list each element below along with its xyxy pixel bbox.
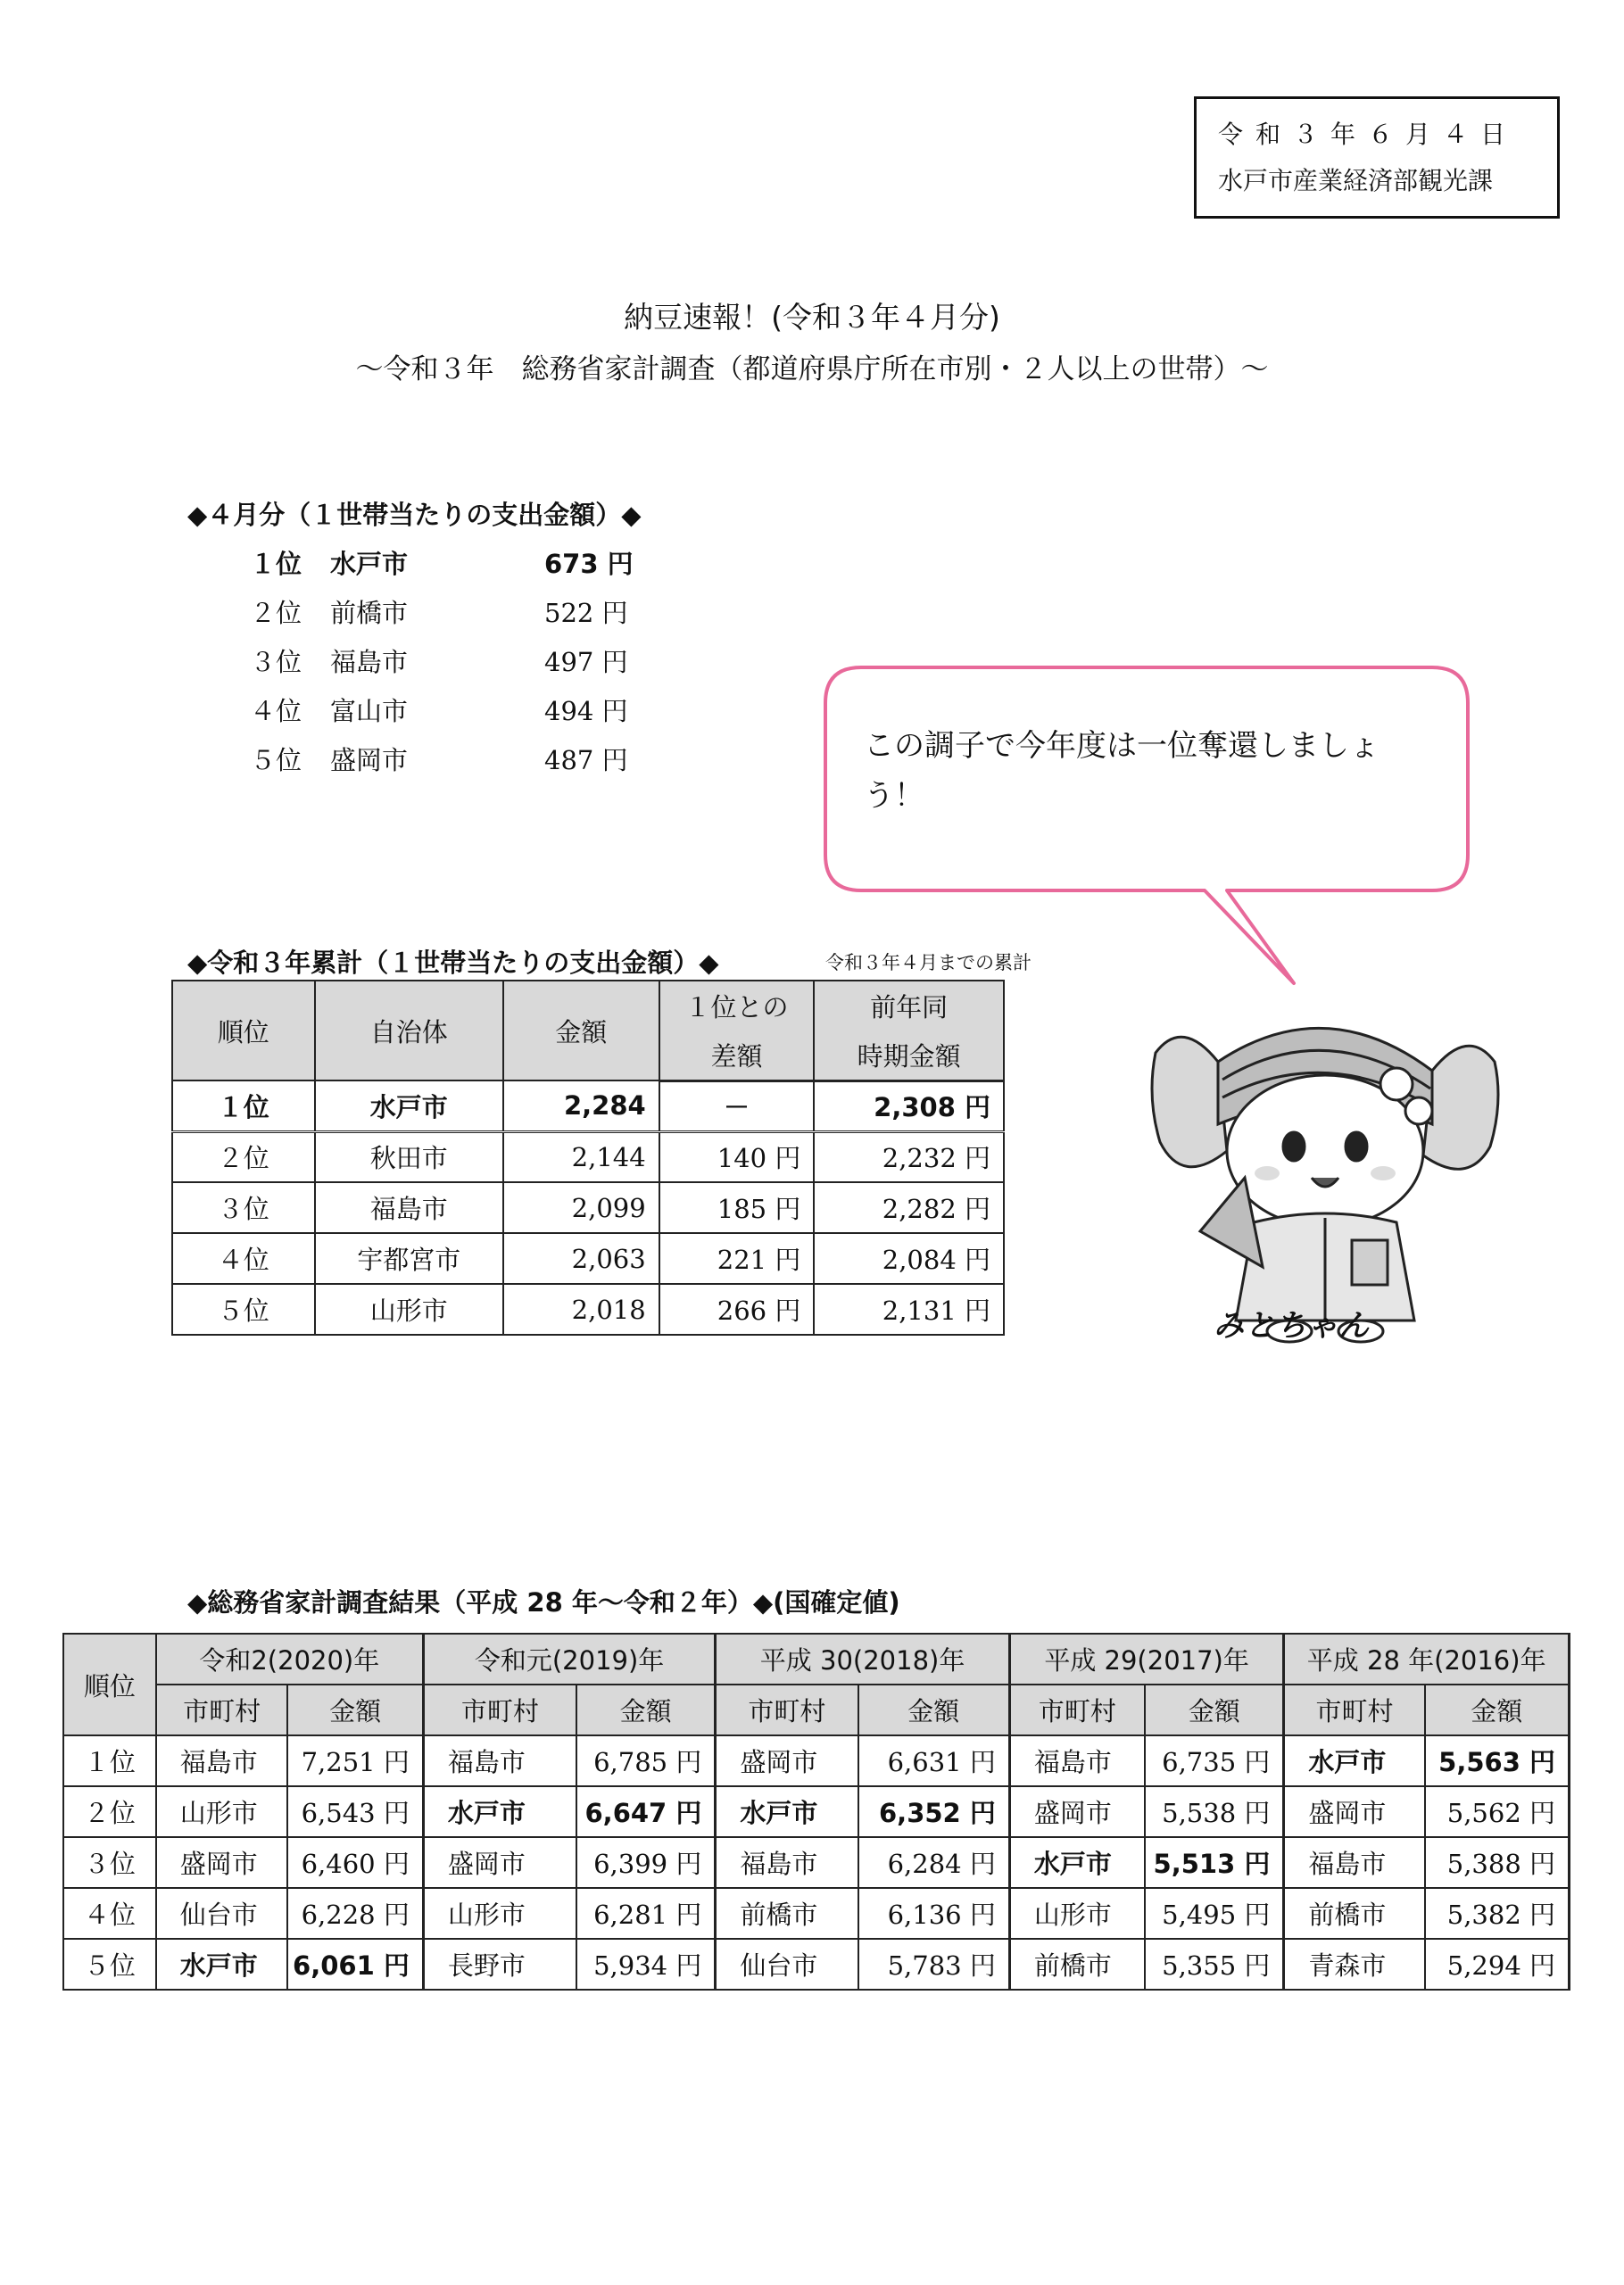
amount-cell: 6,352 円 bbox=[858, 1786, 1010, 1837]
amount-cell: 5,495 円 bbox=[1145, 1888, 1284, 1939]
table-row bbox=[63, 1786, 1570, 1837]
city-name: 盛岡市 bbox=[330, 745, 409, 775]
table-row bbox=[172, 1182, 1004, 1233]
city-col-header: 市町村 bbox=[1284, 1685, 1425, 1735]
cell-amount: 2,099 bbox=[503, 1182, 659, 1233]
amount-col-header: 金額 bbox=[858, 1685, 1010, 1735]
amount-cell: 5,538 円 bbox=[1145, 1786, 1284, 1837]
cell-rank: ５位 bbox=[172, 1284, 315, 1335]
year-header: 平成 28 年(2016)年 bbox=[1284, 1634, 1570, 1685]
rank-label: ５位 bbox=[250, 745, 302, 775]
history-table bbox=[62, 1633, 1570, 1991]
speech-bubble bbox=[808, 651, 1486, 990]
cell-prev: 2,282 円 bbox=[814, 1182, 1004, 1233]
cell-diff: 185 円 bbox=[659, 1182, 815, 1233]
amount-cell: 6,281 円 bbox=[576, 1888, 716, 1939]
rank-label: １位 bbox=[250, 549, 302, 579]
cell-city: 福島市 bbox=[315, 1182, 503, 1233]
cell-rank: ３位 bbox=[172, 1182, 315, 1233]
amount: 494 円 bbox=[544, 696, 628, 726]
amount-cell: 5,783 円 bbox=[858, 1939, 1010, 1990]
city-cell: 福島市 bbox=[1284, 1837, 1425, 1888]
city-cell: 水戸市 bbox=[1009, 1837, 1145, 1888]
amount-cell: 5,562 円 bbox=[1425, 1786, 1570, 1837]
cell-diff: 140 円 bbox=[659, 1131, 815, 1182]
amount-cell: 5,294 円 bbox=[1425, 1939, 1570, 1990]
table-row bbox=[172, 1080, 1004, 1131]
amount-cell: 5,934 円 bbox=[576, 1939, 716, 1990]
table-row bbox=[63, 1735, 1570, 1786]
table-row bbox=[172, 1284, 1004, 1335]
date-department-box bbox=[1194, 96, 1560, 219]
col-header-diff-line1: １位との bbox=[659, 981, 815, 1031]
col-header-amount: 金額 bbox=[503, 981, 659, 1080]
rank-label: ２位 bbox=[250, 598, 302, 628]
city-cell: 福島市 bbox=[156, 1735, 288, 1786]
cell-diff: 266 円 bbox=[659, 1284, 815, 1335]
city-cell: 福島市 bbox=[423, 1735, 576, 1786]
amount-cell: 6,061 円 bbox=[287, 1939, 423, 1990]
history-rank-header: 順位 bbox=[63, 1634, 156, 1735]
page-title: 納豆速報！(令和３年４月分) bbox=[624, 300, 1000, 335]
rank-cell: ４位 bbox=[63, 1888, 156, 1939]
amount: 673 円 bbox=[544, 549, 634, 579]
amount-cell: 5,355 円 bbox=[1145, 1939, 1284, 1990]
col-header-rank: 順位 bbox=[172, 981, 315, 1080]
amount-cell: 6,631 円 bbox=[858, 1735, 1010, 1786]
cell-amount: 2,144 bbox=[503, 1131, 659, 1182]
cumulative-table bbox=[171, 980, 1005, 1336]
cell-diff: － bbox=[659, 1080, 815, 1131]
amount-cell: 6,785 円 bbox=[576, 1735, 716, 1786]
page-subtitle: ～令和３年 総務省家計調査（都道府県庁所在市別・２人以上の世帯）～ bbox=[355, 353, 1269, 385]
city-cell: 山形市 bbox=[1009, 1888, 1145, 1939]
cell-prev: 2,131 円 bbox=[814, 1284, 1004, 1335]
cumulative-heading: ◆令和３年累計（１世帯当たりの支出金額）◆ bbox=[187, 948, 719, 978]
city-cell: 山形市 bbox=[423, 1888, 576, 1939]
rank-cell: ２位 bbox=[63, 1786, 156, 1837]
city-cell: 盛岡市 bbox=[156, 1837, 288, 1888]
city-cell: 長野市 bbox=[423, 1939, 576, 1990]
cell-rank: ２位 bbox=[172, 1131, 315, 1182]
city-col-header: 市町村 bbox=[156, 1685, 288, 1735]
rank-cell: ３位 bbox=[63, 1837, 156, 1888]
amount-col-header: 金額 bbox=[287, 1685, 423, 1735]
amount: 487 円 bbox=[544, 745, 628, 775]
amount-col-header: 金額 bbox=[1145, 1685, 1284, 1735]
amount-cell: 6,284 円 bbox=[858, 1837, 1010, 1888]
table-row bbox=[63, 1939, 1570, 1990]
amount-cell: 7,251 円 bbox=[287, 1735, 423, 1786]
speech-bubble-text: この調子で今年度は一位奪還しましょう！ bbox=[864, 728, 1380, 814]
city-name: 富山市 bbox=[330, 696, 409, 726]
city-cell: 前橋市 bbox=[1284, 1888, 1425, 1939]
col-header-city: 自治体 bbox=[315, 981, 503, 1080]
city-col-header: 市町村 bbox=[423, 1685, 576, 1735]
rank-cell: ５位 bbox=[63, 1939, 156, 1990]
amount-cell: 6,399 円 bbox=[576, 1837, 716, 1888]
amount-col-header: 金額 bbox=[1425, 1685, 1570, 1735]
document-date: 令和３年６月４日 bbox=[1218, 120, 1519, 149]
cell-city: 水戸市 bbox=[315, 1080, 503, 1131]
year-header: 令和2(2020)年 bbox=[156, 1634, 424, 1685]
col-header-prev-line2: 時期金額 bbox=[814, 1031, 1004, 1080]
year-header: 令和元(2019)年 bbox=[423, 1634, 715, 1685]
city-cell: 盛岡市 bbox=[716, 1735, 858, 1786]
mascot-name: みとちゃん bbox=[1214, 1308, 1370, 1344]
table-row bbox=[172, 1233, 1004, 1284]
rank-cell: １位 bbox=[63, 1735, 156, 1786]
city-name: 前橋市 bbox=[330, 598, 409, 628]
cell-amount: 2,284 bbox=[503, 1080, 659, 1131]
amount: 497 円 bbox=[544, 647, 628, 677]
amount-cell: 6,735 円 bbox=[1145, 1735, 1284, 1786]
table-row bbox=[63, 1837, 1570, 1888]
cumulative-note: 令和３年４月までの累計 bbox=[825, 952, 1032, 973]
department-name: 水戸市産業経済部観光課 bbox=[1218, 166, 1494, 195]
city-cell: 盛岡市 bbox=[423, 1837, 576, 1888]
cell-city: 山形市 bbox=[315, 1284, 503, 1335]
city-cell: 水戸市 bbox=[156, 1939, 288, 1990]
city-cell: 福島市 bbox=[1009, 1735, 1145, 1786]
history-heading: ◆総務省家計調査結果（平成 28 年～令和２年）◆(国確定値) bbox=[187, 1587, 900, 1618]
city-col-header: 市町村 bbox=[716, 1685, 858, 1735]
cell-amount: 2,018 bbox=[503, 1284, 659, 1335]
amount-cell: 5,513 円 bbox=[1145, 1837, 1284, 1888]
amount: 522 円 bbox=[544, 598, 628, 628]
amount-cell: 6,647 円 bbox=[576, 1786, 716, 1837]
city-cell: 青森市 bbox=[1284, 1939, 1425, 1990]
city-name: 福島市 bbox=[330, 647, 409, 677]
rank-label: ３位 bbox=[250, 647, 302, 677]
city-cell: 仙台市 bbox=[156, 1888, 288, 1939]
city-name: 水戸市 bbox=[330, 549, 409, 579]
amount-cell: 5,563 円 bbox=[1425, 1735, 1570, 1786]
city-cell: 盛岡市 bbox=[1284, 1786, 1425, 1837]
table-row bbox=[172, 1131, 1004, 1182]
col-header-prev-line1: 前年同 bbox=[814, 981, 1004, 1031]
cell-prev: 2,308 円 bbox=[814, 1080, 1004, 1131]
city-col-header: 市町村 bbox=[1009, 1685, 1145, 1735]
city-cell: 水戸市 bbox=[423, 1786, 576, 1837]
year-header: 平成 29(2017)年 bbox=[1009, 1634, 1284, 1685]
amount-cell: 6,543 円 bbox=[287, 1786, 423, 1837]
amount-cell: 6,136 円 bbox=[858, 1888, 1010, 1939]
city-cell: 水戸市 bbox=[716, 1786, 858, 1837]
table-row bbox=[63, 1888, 1570, 1939]
cell-city: 宇都宮市 bbox=[315, 1233, 503, 1284]
amount-cell: 6,460 円 bbox=[287, 1837, 423, 1888]
amount-col-header: 金額 bbox=[576, 1685, 716, 1735]
col-header-diff-line2: 差額 bbox=[659, 1031, 815, 1080]
cell-prev: 2,232 円 bbox=[814, 1131, 1004, 1182]
city-cell: 前橋市 bbox=[716, 1888, 858, 1939]
city-cell: 仙台市 bbox=[716, 1939, 858, 1990]
cell-rank: ４位 bbox=[172, 1233, 315, 1284]
cell-amount: 2,063 bbox=[503, 1233, 659, 1284]
cell-prev: 2,084 円 bbox=[814, 1233, 1004, 1284]
city-cell: 福島市 bbox=[716, 1837, 858, 1888]
city-cell: 前橋市 bbox=[1009, 1939, 1145, 1990]
year-header: 平成 30(2018)年 bbox=[716, 1634, 1010, 1685]
cell-rank: １位 bbox=[172, 1080, 315, 1131]
cell-city: 秋田市 bbox=[315, 1131, 503, 1182]
city-cell: 山形市 bbox=[156, 1786, 288, 1837]
amount-cell: 6,228 円 bbox=[287, 1888, 423, 1939]
amount-cell: 5,382 円 bbox=[1425, 1888, 1570, 1939]
amount-cell: 5,388 円 bbox=[1425, 1837, 1570, 1888]
april-heading: ◆４月分（１世帯当たりの支出金額）◆ bbox=[187, 500, 642, 530]
city-cell: 水戸市 bbox=[1284, 1735, 1425, 1786]
city-cell: 盛岡市 bbox=[1009, 1786, 1145, 1837]
rank-label: ４位 bbox=[250, 696, 302, 726]
cell-diff: 221 円 bbox=[659, 1233, 815, 1284]
